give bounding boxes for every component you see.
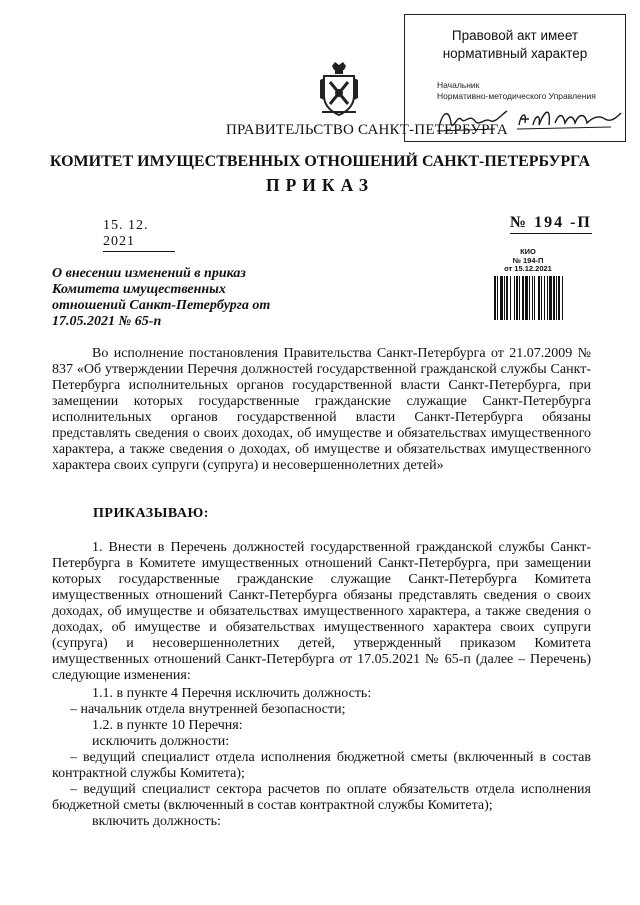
stamp-heading: Правовой акт имеет (451, 28, 579, 43)
registration-barcode (492, 248, 588, 320)
stamp-heading-second-line: нормативный характер (442, 46, 588, 61)
stamp-position-title: Начальник (437, 80, 480, 90)
stamp-department: Нормативно-методического Управления (437, 91, 596, 101)
committee-name: КОМИТЕТ ИМУЩЕСТВЕННЫХ ОТНОШЕНИЙ САНКТ-ПЕТЕРБУРГА (49, 153, 591, 170)
item-1-1: 1.1. в пункте 4 Перечня исключить должность: (92, 686, 372, 701)
order-subject: О внесении изменений в приказ Комитета имущественных отношений Санкт-Петербурга от 17.05.2021 № 65-п (52, 266, 271, 329)
preamble-paragraph: Во исполнение постановления Правительства Санкт-Петербурга от 21.07.2009 № 837 «Об утверждении Перечня должностей государственной гражданской службы Санкт-Петербурга исполнительных органов государственной власти Санкт-Петербурга, при замещении которых государственные гражданские служащие Санкт-Петербурга исполнительных органов государственной власти Санкт-Петербурга обязаны представлять сведения о своих доходах, об имуществе и обязательствах имущественного характера, а также сведения о доходах, об имуществе и обязательствах имущественного характера своих супруги (супруга) и несовершеннолетних детей» (52, 346, 591, 473)
st-petersburg-coat-of-arms-icon (318, 60, 360, 118)
barcode-number: № 194-П (512, 255, 544, 265)
order-date: 15. 12. 2021 (103, 218, 175, 252)
government-header: ПРАВИТЕЛЬСТВО САНКТ-ПЕТЕРБУРГА (226, 122, 508, 138)
document-type-title: ПРИКАЗ (265, 175, 375, 195)
item-1-2-position-b: – ведущий специалист сектора расчетов по оплате обязательств отдела исполнения бюджетной сметы (включенный в состав контрактной службы Комитета); (52, 782, 591, 813)
item-1-2-position-a: – ведущий специалист отдела исполнения бюджетной сметы (включенный в состав контрактной службы Комитета); (52, 750, 591, 781)
item-1-1-position: – начальник отдела внутренней безопасности; (70, 702, 346, 717)
item-1-2-include-label: включить должность: (92, 814, 221, 829)
barcode-date: от 15.12.2021 (504, 264, 552, 273)
handwritten-signature-name (515, 103, 625, 135)
order-number: № 194 -П (510, 214, 592, 234)
item-1-paragraph: 1. Внести в Перечень должностей государственной гражданской службы Санкт-Петербурга в Комитете имущественных отношений Санкт-Петербурга, при замещении которых государственные гражданские служащие Санкт-Петербурга Комитета имущественных отношений Санкт-Петербурга обязаны представлять сведения о своих доходах, об имуществе и обязательствах имущественного характера, а также сведения о доходах, об имуществе и обязательствах имущественного характера своих супруги (супруга) и несовершеннолетних детей, утвержденный приказом Комитета имущественных отношений Санкт-Петербурга от 17.05.2021 № 65-п (далее – Перечень) следующие изменения: (52, 540, 591, 683)
barcode-agency: КИО (520, 247, 536, 256)
decree-heading: ПРИКАЗЫВАЮ: (93, 506, 209, 521)
item-1-2-exclude-label: исключить должности: (92, 734, 230, 749)
barcode-icon (492, 276, 584, 320)
item-1-2: 1.2. в пункте 10 Перечня: (92, 718, 243, 733)
